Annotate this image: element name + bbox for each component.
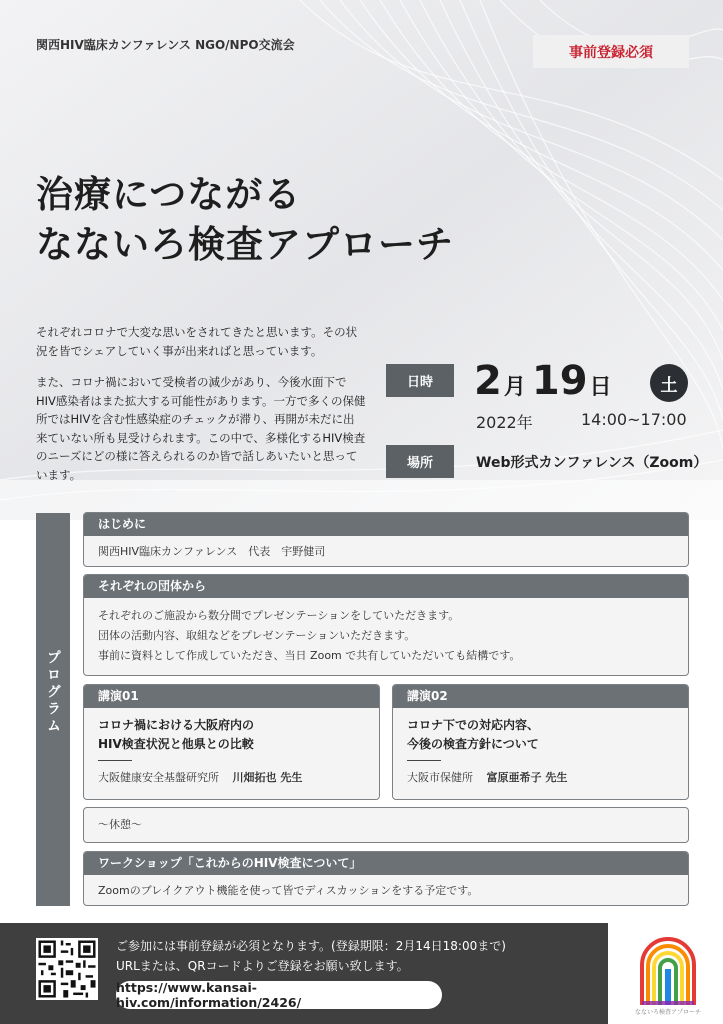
groups-heading: それぞれの団体から: [84, 575, 688, 598]
page-title: [36, 170, 454, 270]
event-date: [474, 358, 618, 404]
intro-paragraph-2: また、コロナ禍において受検者の減少があり、今後水面下で HIV感染者はまた拡大する可能性があります。一方で多くの保健所ではHIVを含む性感染症のチェックが滞り、再開が未だに出来ていない所も見受けられます。この中で、多様化するHIV検査のニーズにどの様に答えられるのか皆で話しあいたいと思っています。: [36, 375, 366, 482]
talk-01-title-2: HIV検査状況と他県との比較: [98, 737, 254, 751]
groups-section: [83, 574, 689, 676]
registration-url-link[interactable]: https://www.kansai-hiv.com/information/2426/: [116, 981, 442, 1009]
event-time: 14:00~17:00: [581, 410, 687, 429]
event-day-unit: 日: [589, 375, 612, 400]
logo-caption: なないろ検査アプローチ: [634, 1009, 701, 1016]
talk-02-speaker-name: 富原亜希子 先生: [486, 771, 568, 784]
groups-line: それぞれのご施設から数分間でプレゼンテーションをしていただきます。: [98, 609, 460, 622]
workshop-body: Zoomのブレイクアウト機能を使って皆でディスカッションをする予定です。: [98, 884, 479, 897]
title-line-1: 治療につながる: [36, 173, 302, 216]
weekday-circle: 土: [650, 364, 688, 402]
event-month-unit: 月: [503, 375, 526, 400]
event-month: 2: [474, 358, 502, 404]
talk-01-body: [84, 708, 379, 793]
talk-02-speaker: [407, 769, 674, 787]
talk-02-body: [393, 708, 688, 793]
talk-01-speaker-name: 川畑拓也 先生: [232, 771, 303, 784]
talk-02-title-2: 今後の検査方針について: [407, 737, 539, 751]
talk-01-section: [83, 684, 380, 800]
groups-line: 事前に資料として作成していただき、当日 Zoom で共有していただいても結構です。: [98, 649, 521, 662]
registration-required-badge: 事前登録必須: [533, 35, 689, 68]
groups-body: [84, 598, 688, 672]
talk-01-speaker: [98, 769, 365, 787]
event-place: Web形式カンファレンス（Zoom）: [476, 455, 708, 471]
footer-line-1: ご参加には事前登録が必須となります。(登録期限：2月14日18:00まで): [116, 939, 506, 953]
intro-paragraph-1: それぞれコロナで大変な思いをされてきたと思います。その状況を皆でシェアしていく事が出来ればと思っています。: [36, 325, 358, 358]
opening-section: [83, 512, 689, 567]
intro-text: [36, 323, 366, 497]
groups-line: 団体の活動内容、取組などをプレゼンテーションいただきます。: [98, 629, 416, 642]
rainbow-logo-icon: [638, 935, 698, 1015]
workshop-heading: ワークショップ「これからのHIV検査について」: [84, 852, 688, 875]
talk-02-title-1: コロナ下での対応内容、: [407, 718, 540, 732]
talk-02-affiliation: 大阪市保健所: [407, 771, 473, 784]
divider: [407, 760, 441, 761]
talk-01-affiliation: 大阪健康安全基盤研究所: [98, 771, 219, 784]
title-line-2: なないろ検査アプローチ: [36, 223, 454, 266]
opening-heading: はじめに: [84, 513, 688, 536]
qr-code-icon[interactable]: [36, 938, 98, 1000]
footer-line-2: URLまたは、QRコードよりご登録をお願い致します。: [116, 959, 409, 973]
workshop-section: [83, 851, 689, 906]
break-section: [83, 807, 689, 843]
break-text: ～休憩～: [98, 818, 142, 831]
place-label-tag: 場所: [386, 445, 454, 478]
event-year: 2022年: [476, 413, 533, 432]
divider: [98, 760, 132, 761]
talk-02-section: [392, 684, 689, 800]
talk-01-title-1: コロナ禍における大阪府内の: [98, 718, 255, 732]
program-label: プログラム: [45, 650, 61, 735]
event-day: 19: [531, 358, 588, 404]
talk-02-heading: 講演02: [393, 685, 688, 708]
talk-01-heading: 講演01: [84, 685, 379, 708]
opening-body: 関西HIV臨床カンファレンス 代表 宇野健司: [98, 545, 326, 558]
date-label-tag: 日時: [386, 364, 454, 397]
footer-text: [116, 936, 506, 976]
organizer-name: 関西HIV臨床カンファレンス NGO/NPO交流会: [36, 38, 295, 52]
